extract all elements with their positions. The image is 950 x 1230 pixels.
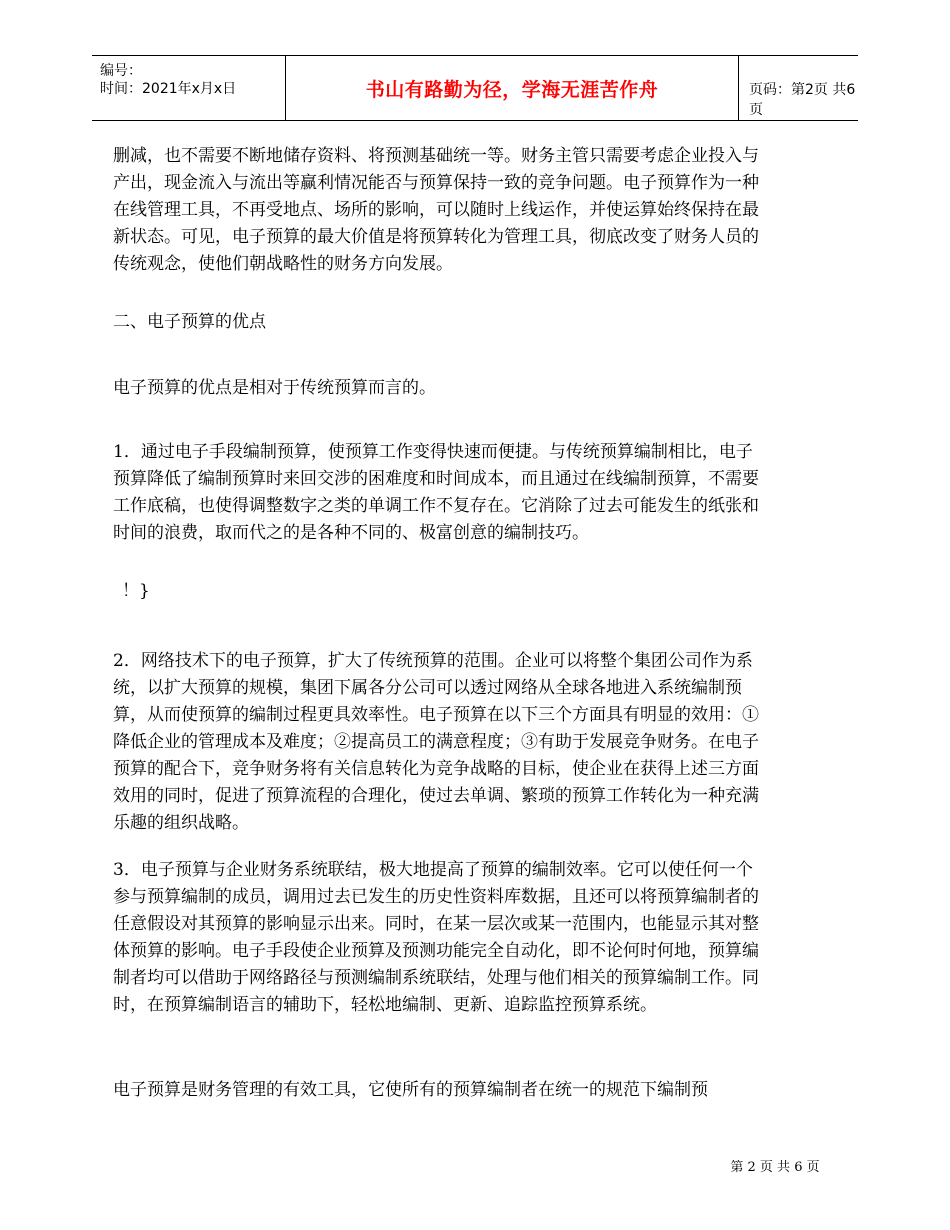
paragraph-point-3: 3．电子预算与企业财务系统联结，极大地提高了预算的编制效率。它可以使任何一个参与预算编制的成员，调用过去已发生的历史性资料库数据，且还可以将预算编制者的任意假设对其预算的影响显示出来。同时，在某一层次或某一范围内，也能显示其对整体预算的影响。电子手段使企业预算及预测功能完全自动化，即不论何时何地，预算编制者均可以借助于网络路径与预测编制系统联结，处理与他们相关的预算编制工作。同时，在预算编制语言的辅助下，轻松地编制、更新、追踪监控预算系统。 [113, 860, 759, 1015]
paragraph-point-2: 2．网络技术下的电子预算，扩大了传统预算的范围。企业可以将整个集团公司作为系统，以扩大预算的规模，集团下属各分公司可以透过网络从全球各地进入系统编制预算，从而使预算的编制过程更具效率性。电子预算在以下三个方面具有明显的效用：①降低企业的管理成本及难度；②提高员工的满意程度；③有助于发展竞争财务。在电子预算的配合下，竞争财务将有关信息转化为竞争战略的目标，使企业在获得上述三方面效用的同时，促进了预算流程的合理化，使过去单调、繁琐的预算工作转化为一种充满乐趣的组织战略。 [113, 651, 759, 833]
header-page-label: 页码：第2页 共6页 [749, 82, 856, 118]
header-motto: 书山有路勤为径，学海无涯苦作舟 [365, 79, 659, 101]
paragraph-closing: 电子预算是财务管理的有效工具，它使所有的预算编制者在统一的规范下编制预 [113, 1080, 708, 1100]
document-header [92, 55, 858, 121]
paragraph-continuation: 删减，也不需要不断地储存资料、将预测基础统一等。财务主管只需要考虑企业投入与产出，现金流入与流出等赢利情况能否与预算保持一致的竞争问题。电子预算作为一种在线管理工具，不再受地点、场所的影响，可以随时上线运作，并使运算始终保持在最新状态。可见，电子预算的最大价值是将预算转化为管理工具，彻底改变了财务人员的传统观念，使他们朝战略性的财务方向发展。 [113, 146, 759, 274]
page-footer [0, 1156, 950, 1175]
document-id-label: 编号： [100, 63, 142, 79]
header-right-cell [739, 56, 858, 120]
section-heading: 二、电子预算的优点 [113, 312, 266, 332]
header-center-cell [285, 56, 739, 120]
document-time-label: 时间：2021年x月x日 [100, 81, 237, 97]
header-left-cell [92, 56, 285, 120]
footer-page-number: 第 2 页 共 6 页 [730, 1160, 820, 1175]
stray-characters: ！} [122, 581, 150, 601]
paragraph-point-1: 1．通过电子手段编制预算，使预算工作变得快速而便捷。与传统预算编制相比，电子预算降低了编制预算时来回交涉的困难度和时间成本，而且通过在线编制预算，不需要工作底稿，也使得调整数字之类的单调工作不复存在。它消除了过去可能发生的纸张和时间的浪费，取而代之的是各种不同的、极富创意的编制技巧。 [113, 442, 759, 543]
paragraph-intro: 电子预算的优点是相对于传统预算而言的。 [113, 378, 436, 398]
